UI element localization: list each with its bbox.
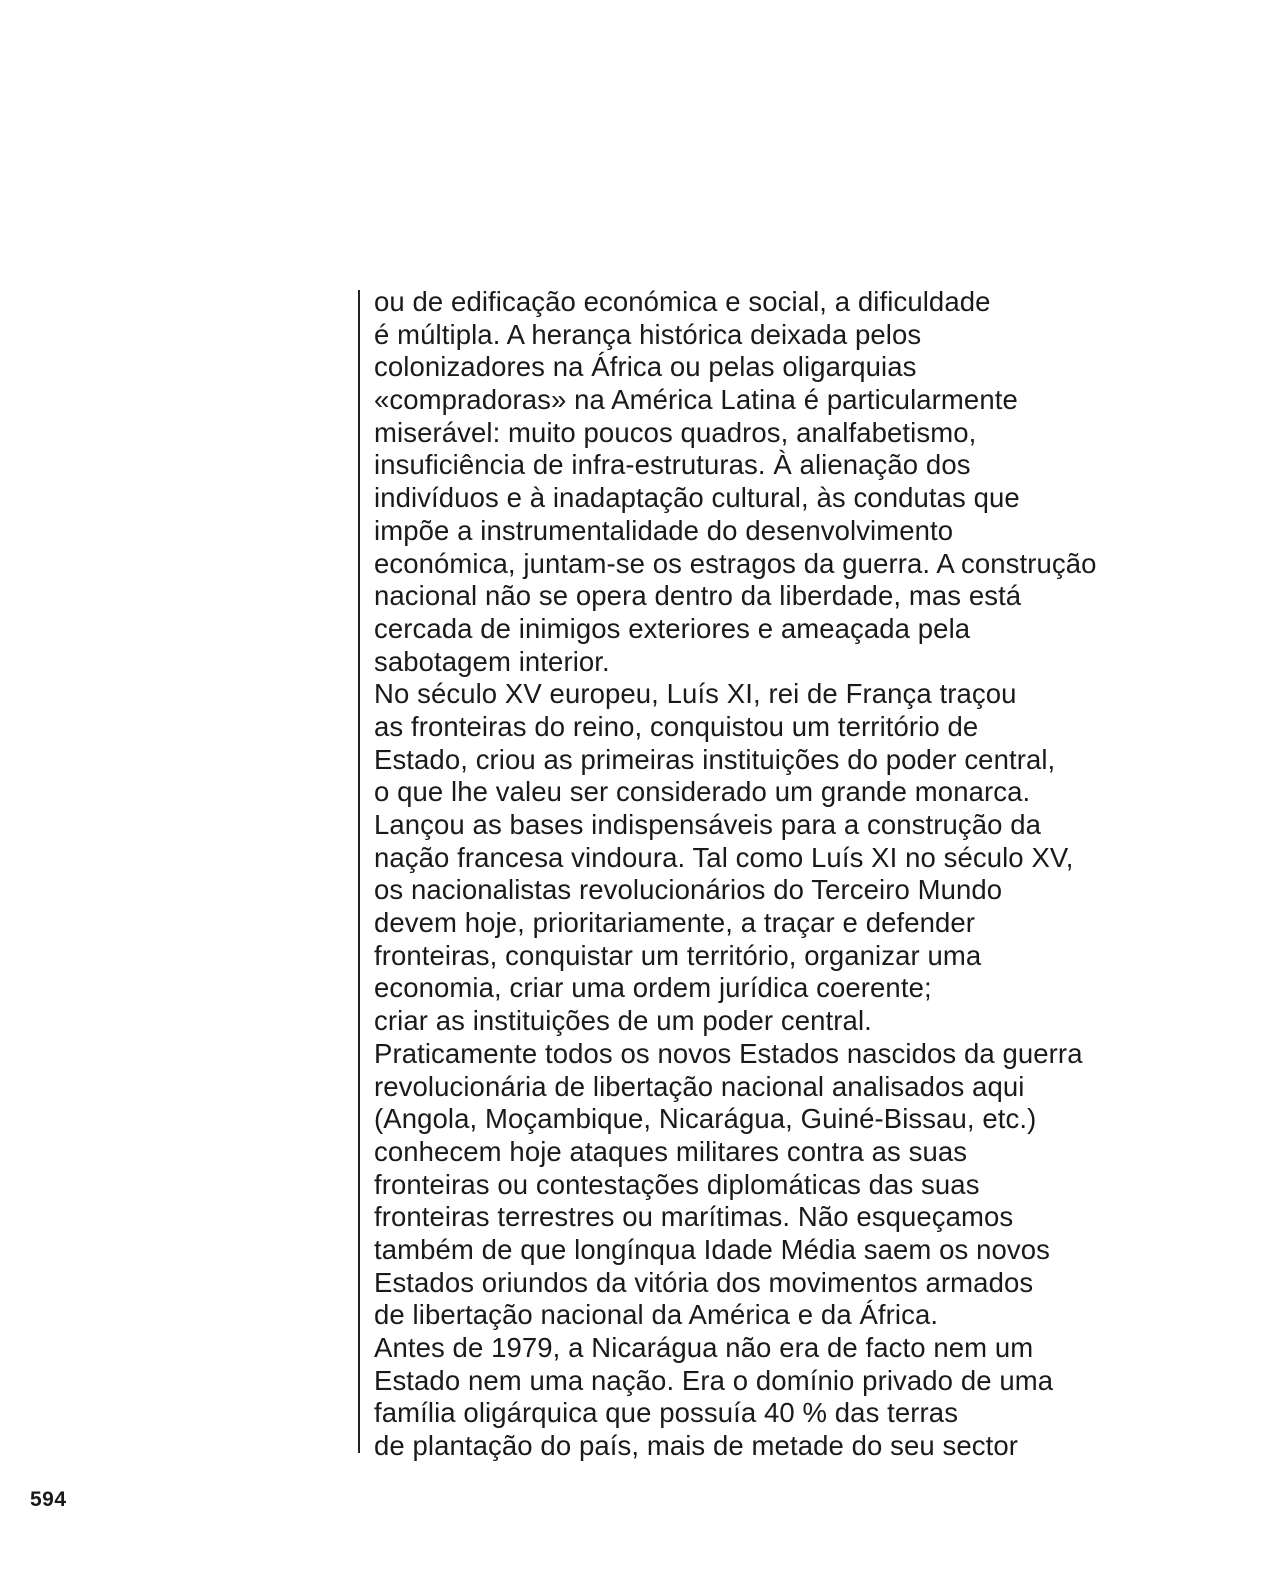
text-line: sabotagem interior. <box>374 645 610 677</box>
text-line: o que lhe valeu ser considerado um grande monarca. <box>374 776 1031 808</box>
text-line: família oligárquica que possuía 40 % das terras <box>374 1397 959 1429</box>
body-text <box>374 286 1244 1463</box>
text-line: de plantação do país, mais de metade do seu sector <box>374 1430 1019 1462</box>
text-line: fronteiras ou contestações diplomáticas das suas <box>374 1168 980 1200</box>
text-line: economia, criar uma ordem jurídica coerente; <box>374 972 932 1004</box>
text-line: Estados oriundos da vitória dos movimentos armados <box>374 1266 1034 1298</box>
text-line: fronteiras, conquistar um território, organizar uma <box>374 939 982 971</box>
page-number: 594 <box>30 1488 67 1511</box>
text-line: miserável: muito poucos quadros, analfabetismo, <box>374 416 977 448</box>
text-line: Antes de 1979, a Nicarágua não era de facto nem um <box>374 1332 1034 1363</box>
text-line: (Angola, Moçambique, Nicarágua, Guiné-Bissau, etc.) <box>374 1103 1037 1135</box>
text-line: também de que longínqua Idade Média saem os novos <box>374 1233 1051 1265</box>
text-line: Estado nem uma nação. Era o domínio privado de uma <box>374 1364 1054 1396</box>
text-line: fronteiras terrestres ou marítimas. Não esqueçamos <box>374 1201 1014 1233</box>
text-line: económica, juntam-se os estragos da guerra. A construção <box>374 547 1097 579</box>
text-line: os nacionalistas revolucionários do Terceiro Mundo <box>374 874 1003 906</box>
text-line: Praticamente todos os novos Estados nascidos da guerra <box>374 1037 1083 1069</box>
text-line: Lançou as bases indispensáveis para a construção da <box>374 809 1042 840</box>
text-line: de libertação nacional da América e da África. <box>374 1299 939 1331</box>
text-line: No século XV europeu, Luís XI, rei de França traçou <box>374 678 1017 710</box>
text-line: é múltipla. A herança histórica deixada pelos <box>374 318 922 350</box>
text-line: ou de edificação económica e social, a dificuldade <box>374 286 991 317</box>
text-line: criar as instituições de um poder central. <box>374 1005 872 1037</box>
text-line: as fronteiras do reino, conquistou um território de <box>374 710 979 742</box>
text-line: conhecem hoje ataques militares contra as suas <box>374 1135 968 1167</box>
text-line: nação francesa vindoura. Tal como Luís XI no século XV, <box>374 841 1074 873</box>
text-line: «compradoras» na América Latina é particularmente <box>374 384 1018 416</box>
text-line: devem hoje, prioritariamente, a traçar e defender <box>374 907 976 939</box>
text-line: impõe a instrumentalidade do desenvolvimento <box>374 514 954 546</box>
text-line: indivíduos e à inadaptação cultural, às condutas que <box>374 482 1020 514</box>
text-line: revolucionária de libertação nacional analisados aqui <box>374 1070 1025 1102</box>
text-line: nacional não se opera dentro da liberdade, mas está <box>374 580 1022 612</box>
text-line: cercada de inimigos exteriores e ameaçada pela <box>374 612 971 644</box>
margin-rule <box>358 290 360 1453</box>
text-line: Estado, criou as primeiras instituições do poder central, <box>374 743 1056 775</box>
text-line: colonizadores na África ou pelas oligarquias <box>374 351 917 383</box>
text-line: insuficiência de infra-estruturas. À alienação dos <box>374 449 971 481</box>
